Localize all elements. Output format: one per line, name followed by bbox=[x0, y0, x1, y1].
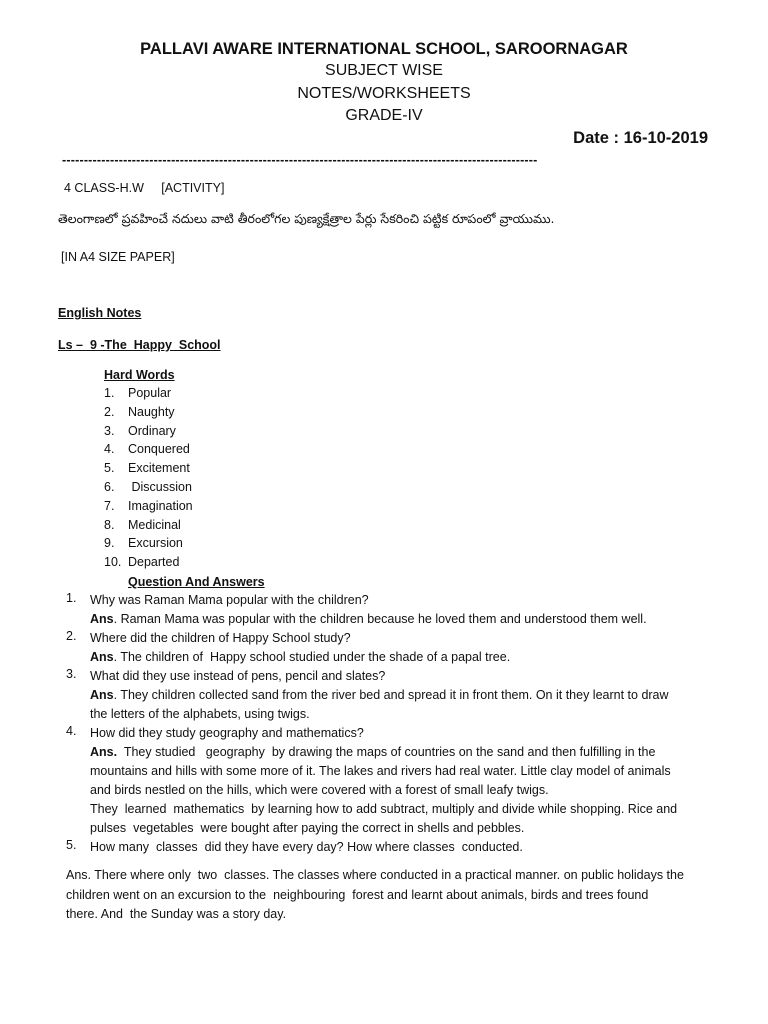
answer-line: the letters of the alphabets, using twigs. bbox=[90, 707, 310, 721]
qa-item bbox=[66, 591, 716, 629]
subject-wise-line: SUBJECT WISE bbox=[325, 62, 443, 79]
hard-word: Discussion bbox=[128, 479, 192, 494]
hard-word: Excursion bbox=[128, 536, 183, 551]
hard-word: Conquered bbox=[128, 442, 190, 457]
list-number: 10. bbox=[104, 555, 122, 570]
answer-label: Ans. bbox=[90, 745, 118, 759]
list-number: 1. bbox=[104, 386, 115, 400]
list-number: 5. bbox=[104, 461, 115, 476]
list-number: 3. bbox=[104, 423, 115, 438]
list-number: 9. bbox=[104, 536, 115, 551]
hard-word: Ordinary bbox=[128, 423, 176, 438]
answer-line: . They children collected sand from the river bed and spread it in front them. On it they learnt to draw bbox=[113, 688, 669, 702]
list-item bbox=[104, 553, 193, 572]
hard-word: Medicinal bbox=[128, 517, 181, 532]
question-text: Where did the children of Happy School study? bbox=[90, 631, 351, 645]
qa-item bbox=[66, 724, 716, 838]
question-number: 1. bbox=[66, 591, 77, 605]
list-number: 2. bbox=[104, 404, 115, 419]
answer-line: . Raman Mama was popular with the children because he loved them and understood them well. bbox=[113, 612, 647, 626]
answer-text bbox=[90, 686, 716, 705]
question-text: What did they use instead of pens, pencil and slates? bbox=[90, 669, 386, 683]
qa-item bbox=[66, 629, 716, 667]
list-item bbox=[104, 478, 193, 497]
list-number: 4. bbox=[104, 442, 115, 457]
list-item bbox=[104, 384, 193, 403]
answer-line: there. And the Sunday was a story day. bbox=[66, 907, 287, 921]
hard-word: Departed bbox=[128, 555, 180, 570]
list-item bbox=[104, 403, 193, 422]
answer-line: Ans. There where only two classes. The classes where conducted in a practical manner. on public holidays the bbox=[66, 868, 684, 882]
list-item bbox=[104, 422, 193, 441]
answer-line: mountains and hills with some more of it. The lakes and rivers had real water. Little clay model of animals bbox=[90, 764, 671, 778]
hard-word: Naughty bbox=[128, 404, 175, 419]
answer-label: Ans bbox=[90, 650, 114, 664]
list-item bbox=[104, 459, 193, 478]
answer-line: children went on an excursion to the neighbouring forest and learnt about animals, birds and trees found bbox=[66, 887, 649, 902]
lesson-title: Ls – 9 -The Happy School bbox=[58, 338, 221, 352]
english-notes-heading: English Notes bbox=[58, 306, 142, 320]
question-text: How did they study geography and mathematics? bbox=[90, 726, 364, 740]
telugu-activity-instruction: తెలంగాణలో ప్రవహించే నదులు వాటి తీరంలోగల పుణ్యక్షేత్రాల పేర్లు సేకరించి పట్టిక రూపంలో వ్రాయుము. bbox=[58, 211, 555, 226]
hard-words-list bbox=[104, 384, 193, 572]
final-answer-paragraph bbox=[66, 866, 716, 925]
list-number: 7. bbox=[104, 498, 115, 513]
question-text: How many classes did they have every day? How where classes conducted. bbox=[90, 840, 523, 854]
document-header bbox=[0, 38, 768, 128]
dashed-divider: ------------------------------------------------------------------------------------------------------------- bbox=[62, 153, 538, 167]
answer-line: They learned mathematics by learning how to add subtract, multiply and divide while shopping. Rice and bbox=[90, 802, 678, 816]
hard-word: Popular bbox=[128, 386, 172, 400]
document-date: Date : 16-10-2019 bbox=[573, 129, 708, 147]
answer-label: Ans bbox=[90, 688, 114, 702]
paper-size-note: [IN A4 SIZE PAPER] bbox=[61, 250, 175, 264]
hard-word: Excitement bbox=[128, 461, 190, 476]
list-item bbox=[104, 440, 193, 459]
question-number: 5. bbox=[66, 838, 77, 852]
question-text: Why was Raman Mama popular with the children? bbox=[90, 593, 369, 607]
school-name: PALLAVI AWARE INTERNATIONAL SCHOOL, SAROORNAGAR bbox=[140, 40, 628, 58]
answer-line: pulses vegetables were bought after paying the correct in shells and pebbles. bbox=[90, 821, 525, 835]
question-number: 4. bbox=[66, 724, 77, 738]
activity-label: 4 CLASS-H.W [ACTIVITY] bbox=[64, 181, 225, 195]
list-number: 6. bbox=[104, 479, 115, 494]
list-item bbox=[104, 534, 193, 553]
question-number: 2. bbox=[66, 629, 77, 643]
list-item bbox=[104, 516, 193, 535]
grade-line: GRADE-IV bbox=[345, 107, 423, 124]
answer-line: . The children of Happy school studied under the shade of a papal tree. bbox=[113, 650, 511, 664]
qa-list bbox=[66, 591, 716, 857]
qa-item bbox=[66, 838, 716, 857]
qa-heading: Question And Answers bbox=[128, 575, 265, 589]
question-number: 3. bbox=[66, 667, 77, 681]
list-number: 8. bbox=[104, 517, 115, 532]
qa-item bbox=[66, 667, 716, 724]
answer-label: Ans bbox=[90, 612, 114, 626]
list-item bbox=[104, 497, 193, 516]
answer-line: and birds nestled on the hills, which were covered with a forest of small leafy twigs. bbox=[90, 783, 549, 797]
hard-words-heading: Hard Words bbox=[104, 368, 175, 382]
answer-text bbox=[90, 610, 716, 629]
hard-word: Imagination bbox=[128, 498, 193, 513]
answer-line: They studied geography by drawing the maps of countries on the sand and then fulfilling in the bbox=[117, 745, 656, 759]
answer-text bbox=[90, 648, 716, 667]
answer-text bbox=[90, 743, 716, 762]
notes-worksheets-line: NOTES/WORKSHEETS bbox=[297, 84, 471, 102]
